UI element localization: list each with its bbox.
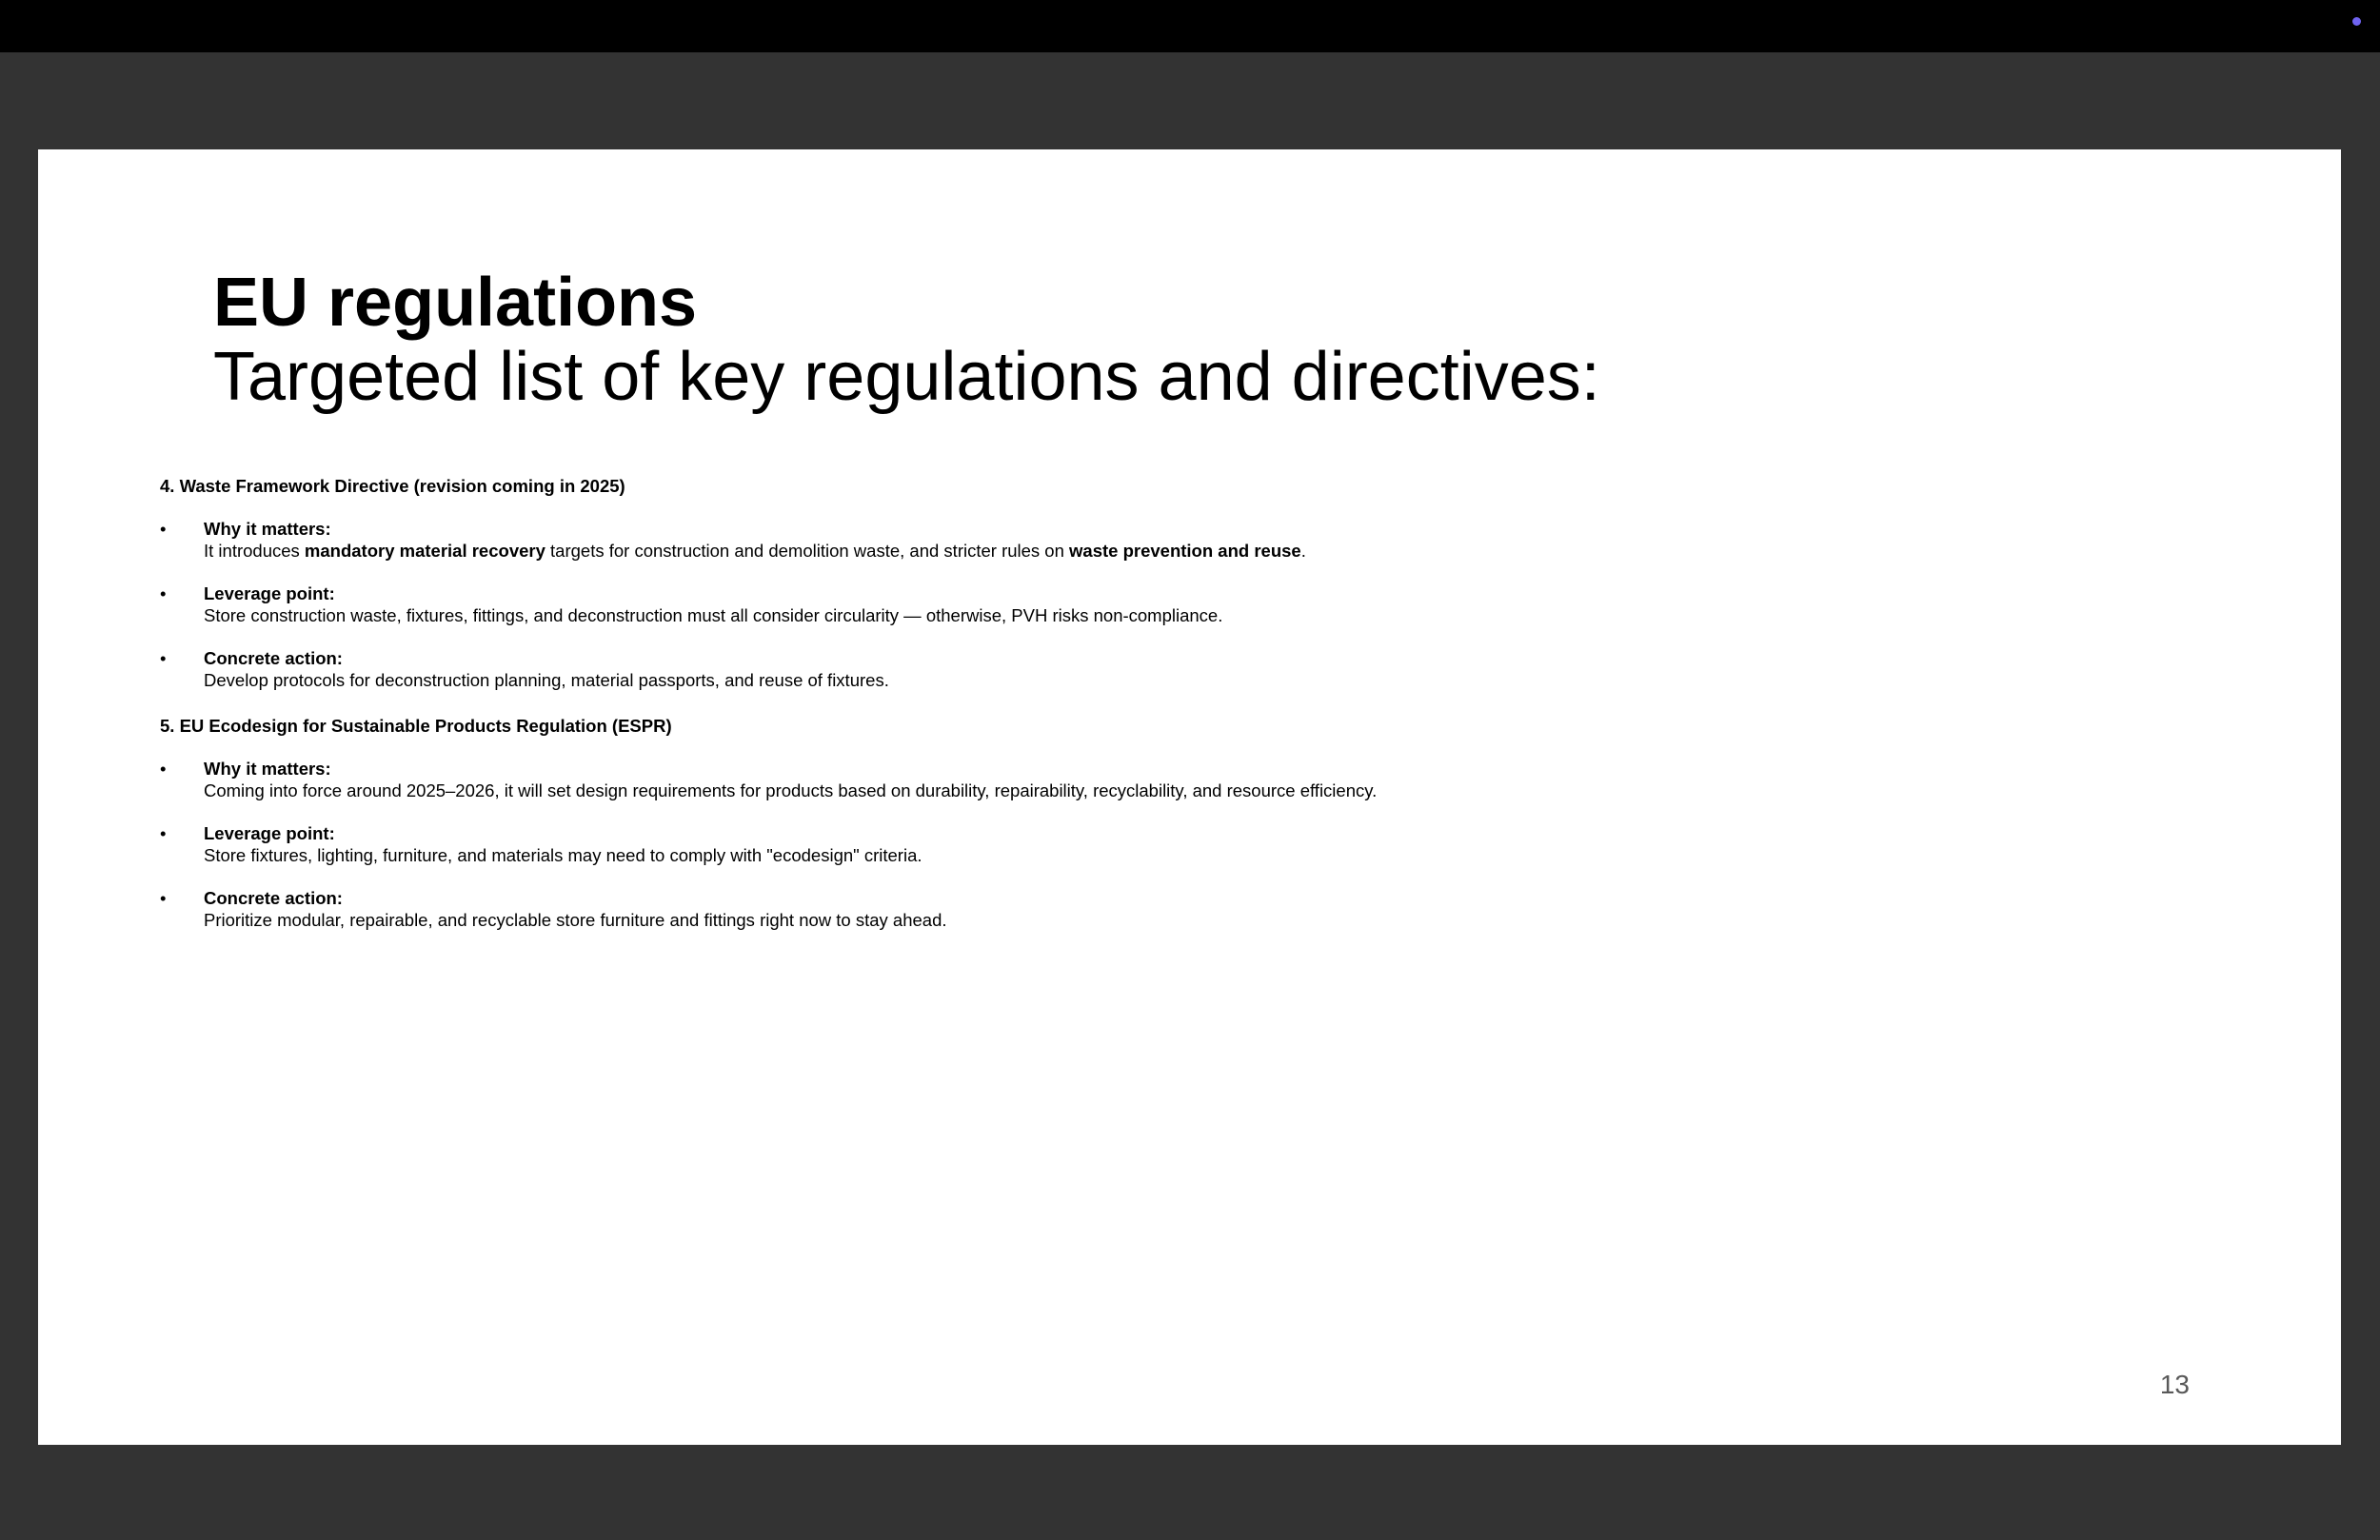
slide — [38, 149, 2341, 1445]
bullet-item — [160, 647, 2159, 691]
bullet-marker: • — [160, 519, 167, 539]
bullet-item — [160, 582, 2159, 626]
bullet-title: Why it matters: — [204, 759, 331, 779]
bullet-text: Store construction waste, fixtures, fittings, and deconstruction must all consider circularity — otherwise, PVH risks non-compliance. — [204, 605, 1223, 625]
bullet-marker: • — [160, 823, 167, 843]
text-run: . — [1300, 541, 1306, 561]
slide-subtitle: Targeted list of key regulations and directives: — [213, 339, 1600, 415]
bullet-item — [160, 518, 2159, 562]
section-ecodesign-regulation — [160, 715, 2159, 931]
bullet-title: Leverage point: — [204, 823, 335, 843]
bold-text-run: mandatory material recovery — [304, 541, 545, 561]
section-heading: 4. Waste Framework Directive (revision coming in 2025) — [160, 476, 625, 496]
bold-text-run: waste prevention and reuse — [1069, 541, 1301, 561]
bullet-item — [160, 822, 2159, 866]
bullet-text — [204, 540, 2159, 562]
presentation-top-bar — [0, 0, 2380, 52]
text-run: targets for construction and demolition waste, and stricter rules on — [545, 541, 1070, 561]
bullet-marker: • — [160, 759, 167, 779]
slide-title: EU regulations — [213, 265, 698, 341]
bullet-title: Why it matters: — [204, 519, 331, 539]
bullet-title: Leverage point: — [204, 583, 335, 603]
bullet-title: Concrete action: — [204, 648, 343, 668]
section-heading: 5. EU Ecodesign for Sustainable Products Regulation (ESPR) — [160, 716, 672, 736]
bullet-text: Store fixtures, lighting, furniture, and materials may need to comply with "ecodesign" criteria. — [204, 845, 922, 865]
bullet-marker: • — [160, 648, 167, 668]
page-number: 13 — [2159, 1370, 2190, 1399]
bullet-marker: • — [160, 583, 167, 603]
bullet-item — [160, 758, 2159, 801]
bullet-text: Coming into force around 2025–2026, it will set design requirements for products based on durability, repairability, recyclability, and resource efficiency. — [204, 780, 1378, 800]
slide-content — [160, 475, 2159, 931]
section-waste-framework-directive — [160, 475, 2159, 691]
bullet-marker: • — [160, 888, 167, 908]
bullet-text: Prioritize modular, repairable, and recyclable store furniture and fittings right now to stay ahead. — [204, 910, 947, 930]
bullet-item — [160, 887, 2159, 931]
text-run: It introduces — [204, 541, 305, 561]
bullet-title: Concrete action: — [204, 888, 343, 908]
bullet-text: Develop protocols for deconstruction planning, material passports, and reuse of fixtures. — [204, 670, 889, 690]
status-indicator-dot — [2352, 17, 2361, 26]
